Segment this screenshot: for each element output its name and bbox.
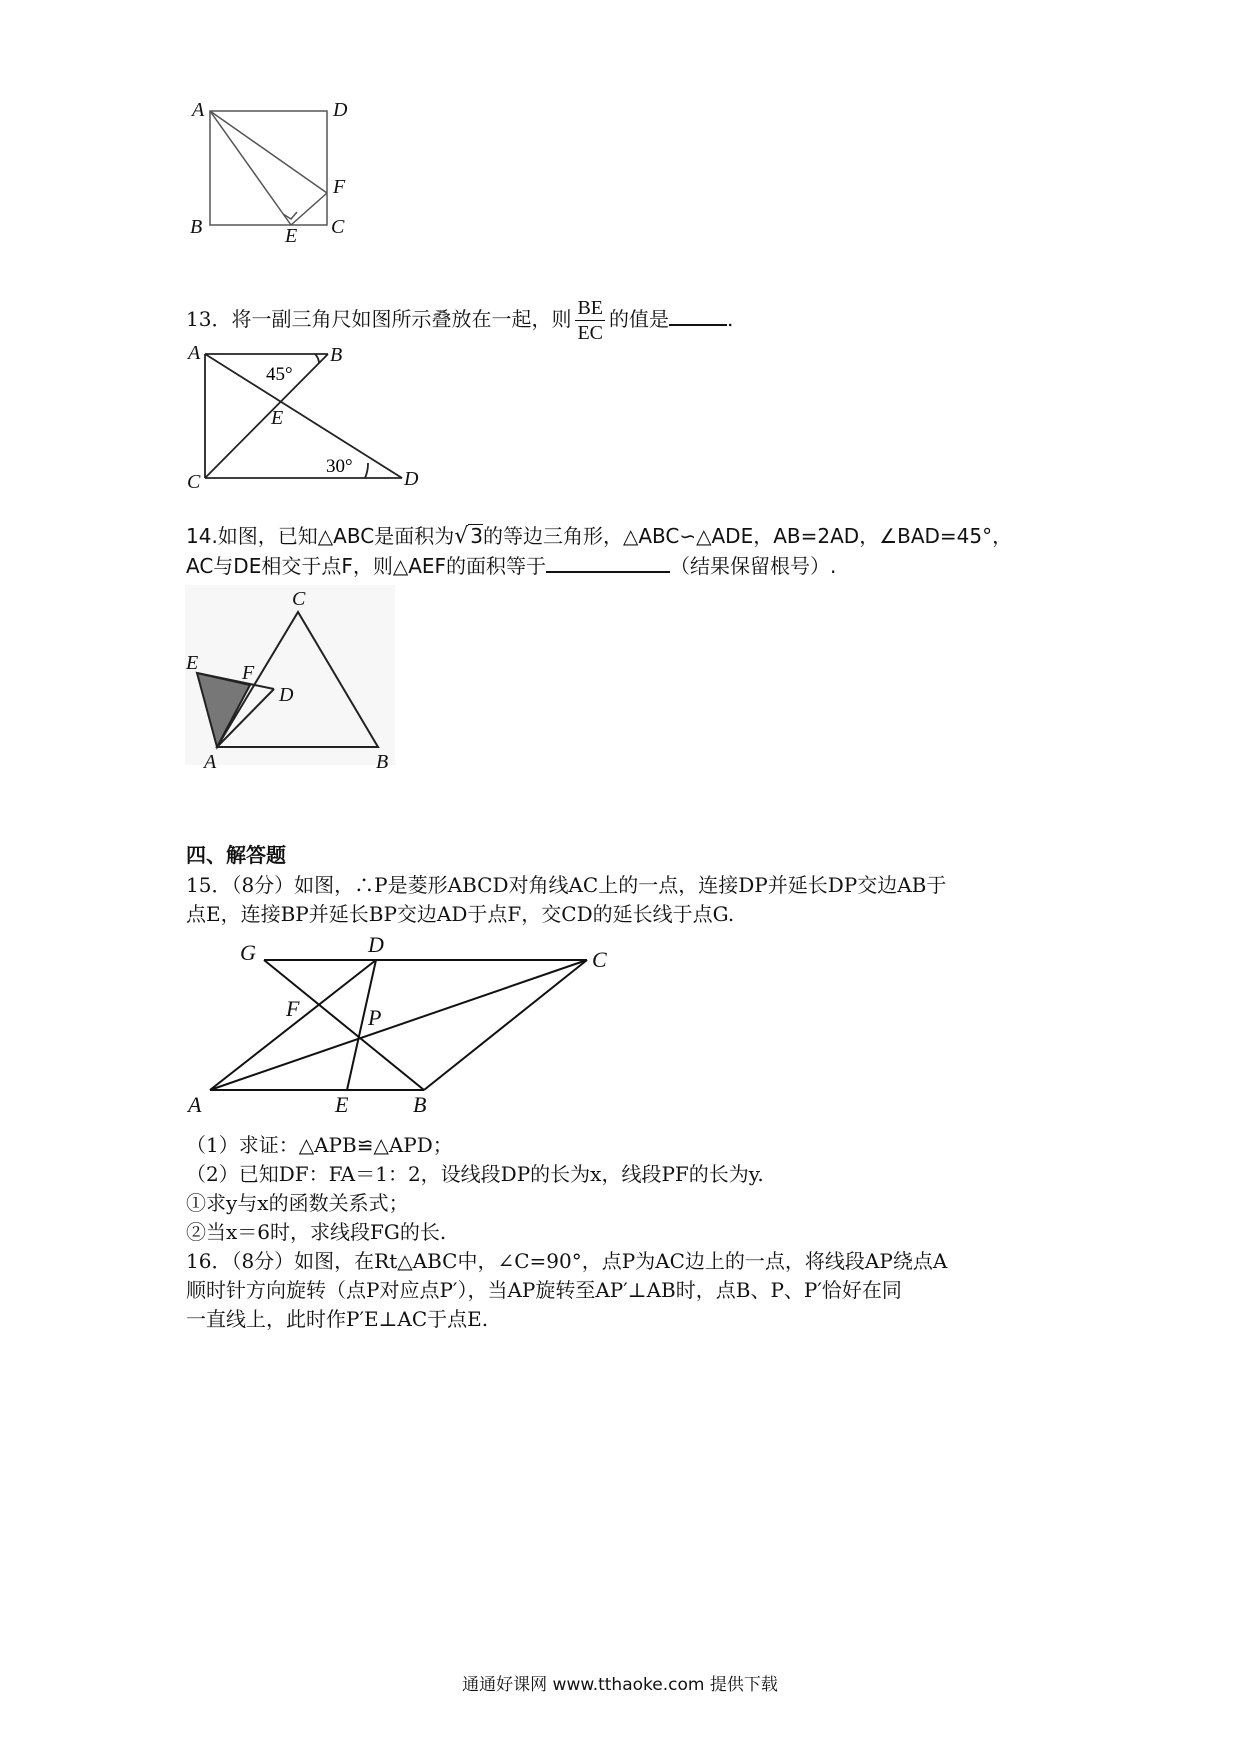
- question-15-part-2b: ②当x＝6时，求线段FG的长.: [186, 1220, 447, 1244]
- label-f: F: [333, 176, 346, 198]
- question-13-end: .: [727, 307, 734, 331]
- segment-af: [210, 111, 327, 193]
- figure-rhombus-abcd: [180, 930, 620, 1120]
- figure-triangles-abc-ade: [180, 585, 410, 775]
- fraction-numerator: BE: [577, 297, 604, 319]
- label-b: B: [413, 1092, 427, 1117]
- fraction-be-ec: [575, 296, 605, 345]
- label-c: C: [187, 471, 201, 493]
- section-heading: 四、解答题: [186, 843, 286, 867]
- question-13-text: 13．将一副三角尺如图所示叠放在一起，则: [186, 307, 572, 331]
- angle-arc-45: [315, 354, 319, 363]
- label-d: D: [279, 684, 294, 706]
- angle-label-30: 30°: [326, 456, 353, 477]
- label-a: A: [204, 751, 217, 773]
- label-e: E: [271, 407, 284, 429]
- question-14-text-a: 14.如图，已知△ABC是面积为: [186, 524, 455, 548]
- label-f: F: [242, 662, 255, 684]
- question-15-line-1: 15．（8分）如图，∴P是菱形ABCD对角线AC上的一点，连接DP并延长DP交边AB于: [186, 873, 947, 897]
- question-14-text-b: 的等边三角形，△ABC∽△ADE，AB=2AD，∠BAD=45°，: [482, 524, 1013, 548]
- label-b: B: [330, 344, 343, 366]
- question-14-line-1: [186, 522, 1012, 551]
- label-d: D: [333, 99, 348, 121]
- segment-bc: [424, 960, 587, 1090]
- label-f: F: [286, 996, 300, 1021]
- question-16-line-2: 顺时针方向旋转（点P对应点P′），当AP旋转至AP′⊥AB时，点B、P、P′恰好在同: [186, 1278, 902, 1302]
- question-15-part-2: （2）已知DF：FA＝1：2，设线段DP的长为x，线段PF的长为y.: [186, 1162, 764, 1186]
- question-14-line-2: [186, 551, 836, 580]
- question-14-text-d: （结果保留根号）.: [670, 554, 837, 578]
- page-footer: 通通好课网 www.tthaoke.com 提供下载: [462, 1675, 778, 1695]
- label-a: A: [188, 1092, 202, 1117]
- answer-blank-14: [546, 551, 670, 573]
- angle-arc-30: [365, 463, 368, 478]
- label-a: A: [192, 99, 205, 121]
- question-16-line-3: 一直线上，此时作P′E⊥AC于点E.: [186, 1307, 489, 1331]
- label-b: B: [190, 216, 203, 238]
- figure-set-squares: [180, 342, 430, 492]
- sqrt-symbol: √: [454, 524, 469, 549]
- label-p: P: [368, 1005, 382, 1030]
- segment-ae: [210, 111, 291, 225]
- label-c: C: [331, 216, 345, 238]
- question-13: [186, 294, 733, 344]
- label-e: E: [285, 225, 298, 247]
- question-15-line-2: 点E，连接BP并延长BP交边AD于点F，交CD的延长线于点G.: [186, 902, 735, 926]
- sqrt-radicand: 3: [470, 524, 483, 548]
- question-16-line-1: 16．（8分）如图，在Rt△ABC中，∠C=90°，点P为AC边上的一点，将线段AP绕点A: [186, 1249, 948, 1273]
- question-15-part-1: （1）求证：△APB≌△APD；: [186, 1133, 453, 1157]
- label-e: E: [186, 652, 199, 674]
- segment-ad: [205, 354, 402, 478]
- fraction-denominator: EC: [577, 322, 604, 344]
- label-d: D: [368, 932, 384, 957]
- segment-ef: [291, 193, 327, 225]
- answer-blank-13: [669, 304, 727, 326]
- label-e: E: [335, 1092, 349, 1117]
- question-13-after: 的值是: [609, 307, 670, 331]
- label-c: C: [292, 588, 306, 610]
- label-b: B: [376, 751, 389, 773]
- question-14-text-c: AC与DE相交于点F，则△AEF的面积等于: [186, 554, 547, 578]
- angle-label-45: 45°: [266, 364, 293, 385]
- label-g: G: [240, 940, 256, 965]
- label-a: A: [188, 342, 201, 364]
- figure-square-abcd: [180, 95, 380, 255]
- question-15-part-2a: ①求y与x的函数关系式；: [186, 1191, 409, 1215]
- label-d: D: [404, 468, 419, 490]
- label-c: C: [592, 947, 607, 972]
